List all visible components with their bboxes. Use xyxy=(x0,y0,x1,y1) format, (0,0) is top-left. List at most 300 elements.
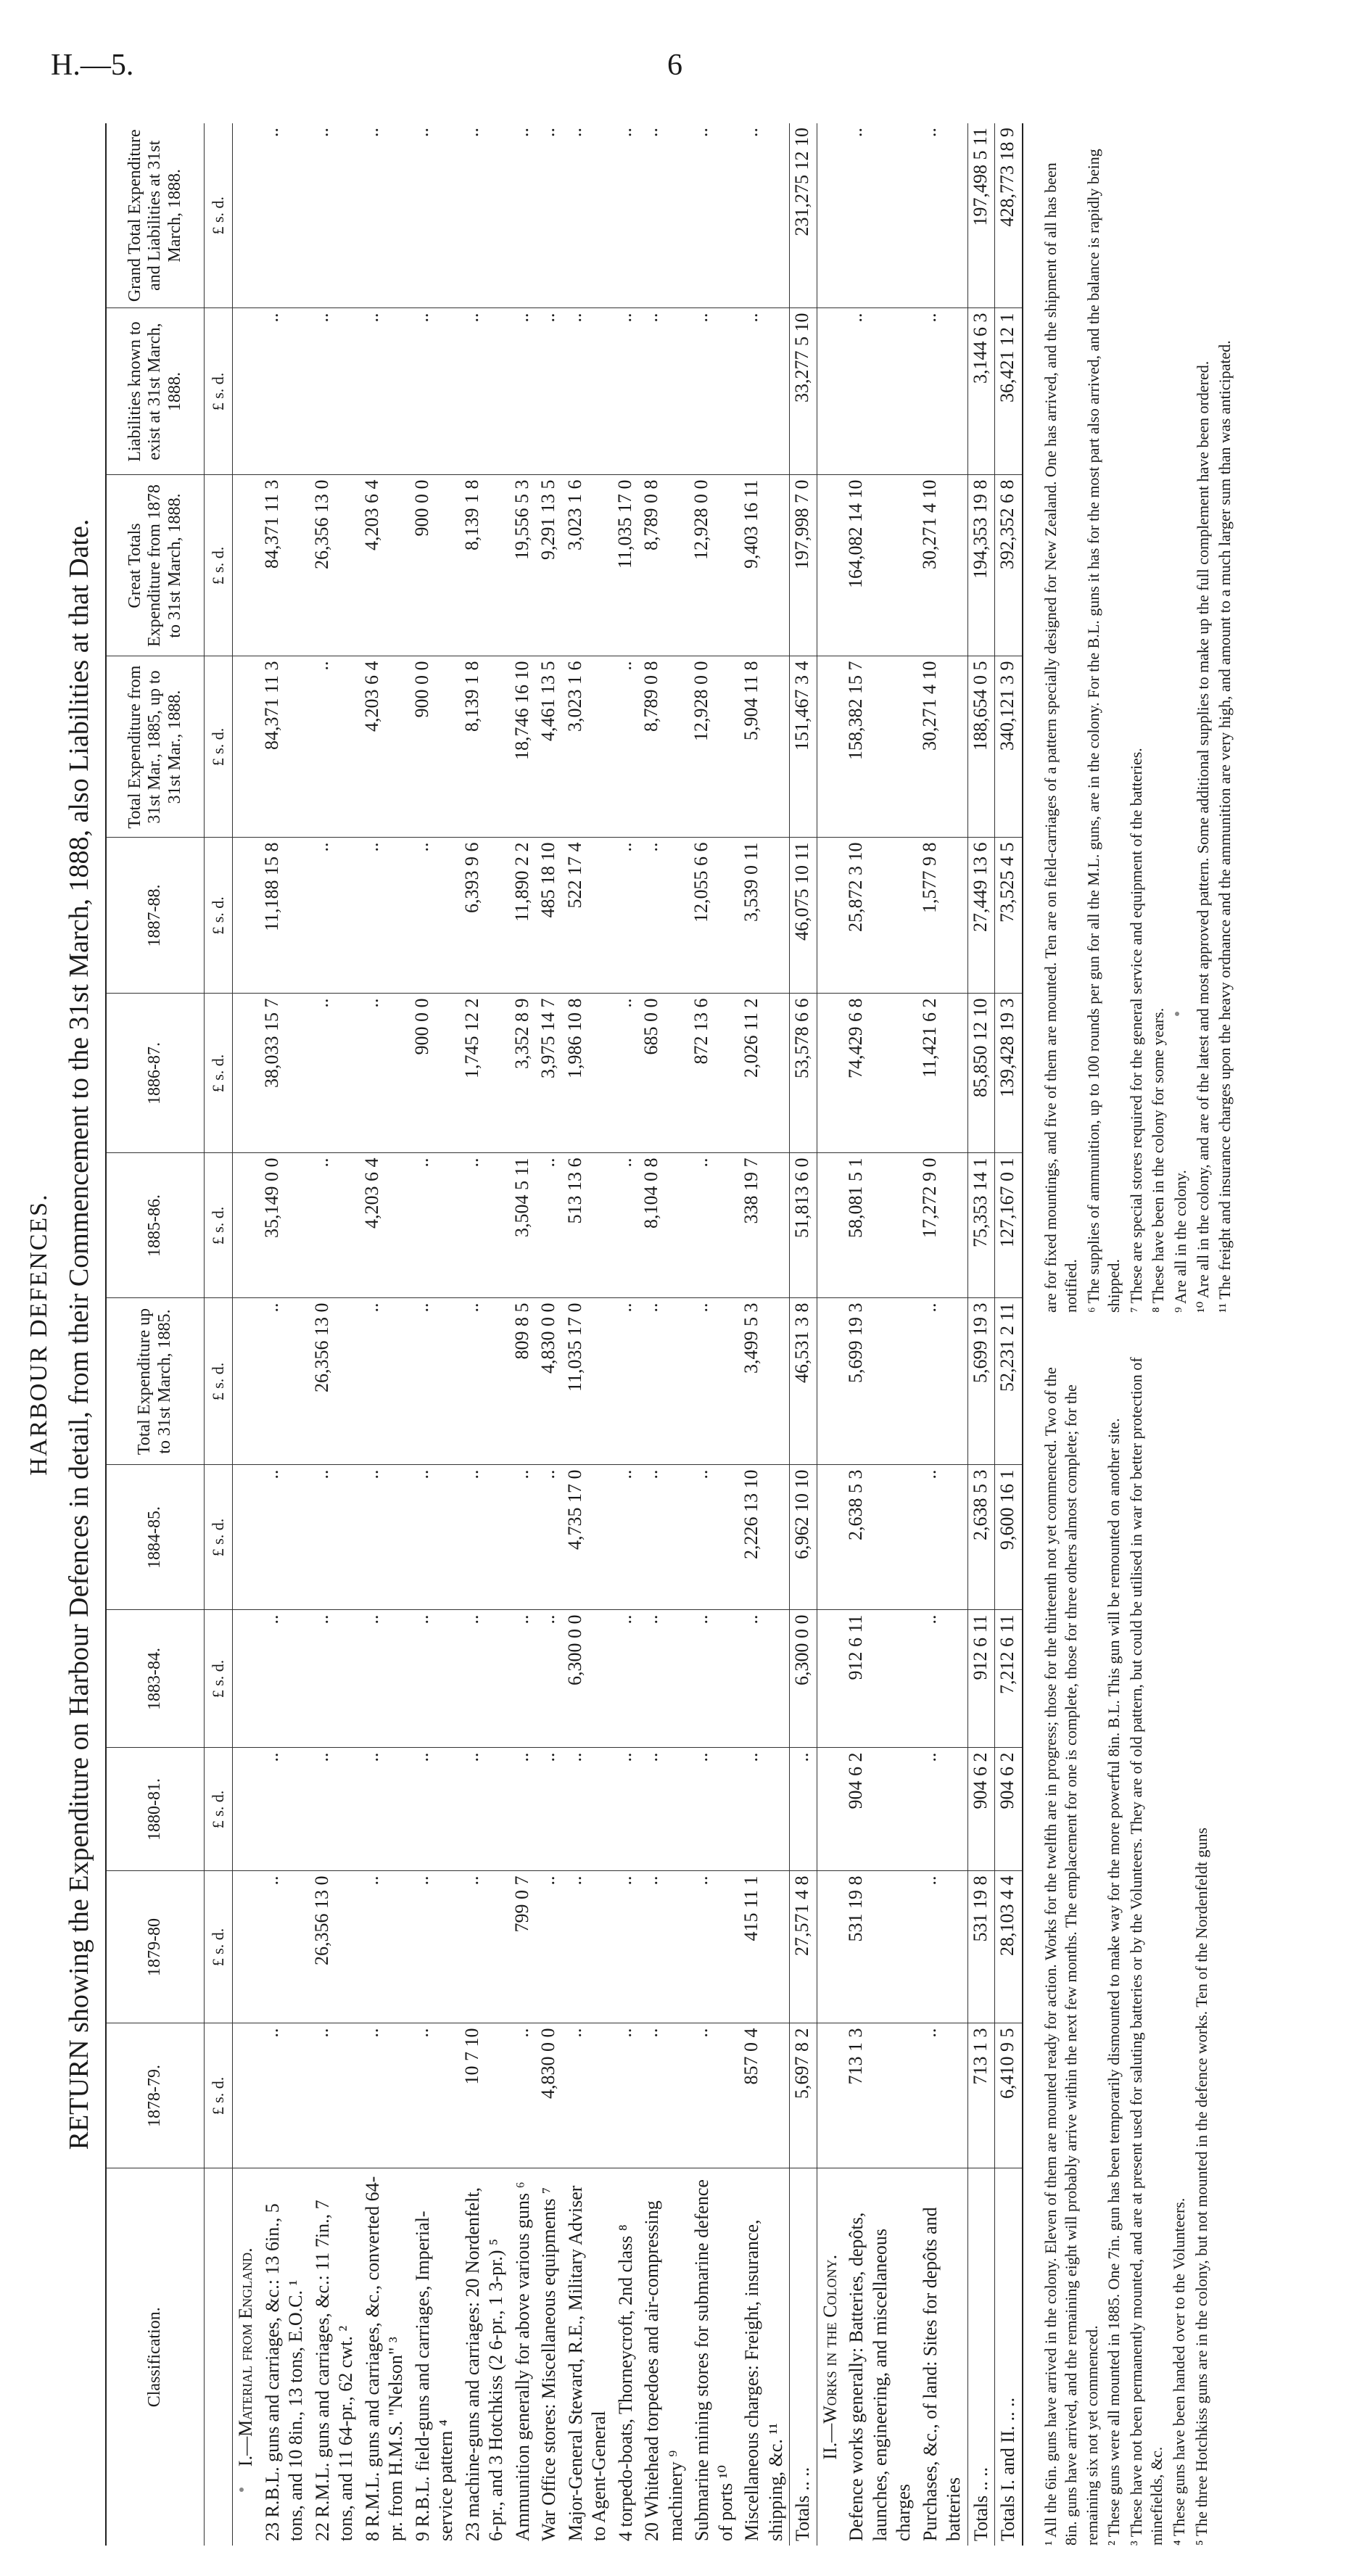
amount-cell: 531 19 8 xyxy=(843,1871,917,2023)
amount-cell: .. xyxy=(536,1748,563,1871)
amount-cell: .. xyxy=(613,1871,640,2023)
table-row xyxy=(310,123,360,2546)
table-row xyxy=(563,123,613,2546)
amount-cell: 46,075 10 11 xyxy=(790,838,817,994)
amount-cell xyxy=(817,308,843,475)
footnote: are for fixed mountings, and five of them are mounted. Ten are on field-carriages of a pattern specially designed for New Zealand. One has arrived, and the shipment of all has been notified. xyxy=(1041,162,1081,1313)
amount-cell: 9,291 13 5 xyxy=(536,475,563,656)
amount-cell: 3,975 14 7 xyxy=(536,994,563,1153)
amount-cell: 415 11 1 xyxy=(739,1871,790,2023)
amount-cell: .. xyxy=(613,2023,640,2168)
footnote: ⁴ These guns have been handed over to the Volunteers. xyxy=(1170,2197,1189,2546)
amount-cell: .. xyxy=(639,1298,689,1465)
amount-cell: .. xyxy=(917,1298,968,1465)
amount-cell: .. xyxy=(536,1465,563,1610)
amount-cell: .. xyxy=(639,838,689,994)
amount-cell: 9,600 16 1 xyxy=(995,1465,1023,1610)
amount-cell: 84,371 11 3 xyxy=(260,475,310,656)
amount-cell xyxy=(817,475,843,656)
amount-cell: .. xyxy=(510,1465,537,1610)
amount-cell: .. xyxy=(917,1610,968,1748)
document-code: H.—5. xyxy=(51,49,134,82)
amount-cell: .. xyxy=(739,1610,790,1748)
amount-cell: 27,571 4 8 xyxy=(790,1871,817,2023)
table-row xyxy=(460,123,510,2546)
amount-cell: 35,149 0 0 xyxy=(260,1153,310,1298)
footnote: ⁶ The supplies of ammunition, up to 100 rounds per gun for all the M.L. guns, are in the colony. For the B.L. guns it has for the most part also arrived, and the balance is rapidly being shipped. xyxy=(1084,149,1123,1313)
amount-cell: 5,697 8 2 xyxy=(790,2023,817,2168)
amount-cell: .. xyxy=(460,1465,510,1610)
table-row xyxy=(510,123,537,2546)
classification-cell: Defence works generally: Batteries, depôts, launches, engineering, and miscellaneous charges xyxy=(846,2212,914,2541)
amount-cell: .. xyxy=(410,1153,460,1298)
amount-cell: .. xyxy=(613,308,640,475)
amount-cell: .. xyxy=(260,1610,310,1748)
column-header: 1884-85. xyxy=(106,1465,205,1610)
amount-cell: .. xyxy=(410,1748,460,1871)
amount-cell: .. xyxy=(613,656,640,838)
unit-header: £ s. d. xyxy=(205,1610,233,1748)
amount-cell: 713 1 3 xyxy=(843,2023,917,2168)
amount-cell: 127,167 0 1 xyxy=(995,1153,1023,1298)
amount-cell: 30,271 4 10 xyxy=(917,656,968,838)
column-header: 1883-84. xyxy=(106,1610,205,1748)
amount-cell: .. xyxy=(360,1298,410,1465)
amount-cell: 164,082 14 10 xyxy=(843,475,917,656)
classification-cell: II.—Works in the Colony. xyxy=(819,2254,841,2460)
amount-cell: 12,055 6 6 xyxy=(689,838,739,994)
amount-cell: 1,577 9 8 xyxy=(917,838,968,994)
amount-cell: .. xyxy=(536,1153,563,1298)
amount-cell: .. xyxy=(613,1748,640,1871)
amount-cell: 7,212 6 11 xyxy=(995,1610,1023,1748)
amount-cell: .. xyxy=(689,1465,739,1610)
amount-cell: 904 6 2 xyxy=(967,1748,995,1871)
amount-cell xyxy=(817,1871,843,2023)
totals-row xyxy=(967,123,995,2546)
classification-cell: Totals .. .. xyxy=(790,2168,817,2546)
amount-cell: .. xyxy=(917,1871,968,2023)
footnote: ⁹ Are all in the colony. xyxy=(1171,1170,1190,1313)
amount-cell xyxy=(233,1748,260,1871)
amount-cell: .. xyxy=(563,1748,613,1871)
amount-cell: 6,300 0 0 xyxy=(790,1610,817,1748)
amount-cell: 900 0 0 xyxy=(410,656,460,838)
section-title: HARBOUR DEFENCES. xyxy=(25,1193,52,1476)
amount-cell: 4,203 6 4 xyxy=(360,1153,410,1298)
amount-cell: .. xyxy=(510,123,537,308)
amount-cell: .. xyxy=(260,1465,310,1610)
page-header xyxy=(0,48,1370,91)
amount-cell: 26,356 13 0 xyxy=(310,475,360,656)
amount-cell: .. xyxy=(639,1610,689,1748)
amount-cell: 857 0 4 xyxy=(739,2023,790,2168)
amount-cell: .. xyxy=(510,2023,537,2168)
amount-cell: .. xyxy=(689,123,739,308)
column-header: Liabilities known to exist at 31st March, 1888. xyxy=(106,308,205,475)
amount-cell: .. xyxy=(360,994,410,1153)
amount-cell: 912 6 11 xyxy=(843,1610,917,1748)
amount-cell xyxy=(817,1298,843,1465)
table-row xyxy=(360,123,410,2546)
rotated-content xyxy=(18,123,1309,2546)
totals-row xyxy=(995,123,1023,2546)
amount-cell: .. xyxy=(917,1748,968,1871)
amount-cell: 12,928 0 0 xyxy=(689,475,739,656)
amount-cell: 11,188 15 8 xyxy=(260,838,310,994)
amount-cell: 53,578 6 6 xyxy=(790,994,817,1153)
amount-cell xyxy=(233,308,260,475)
amount-cell: 4,735 17 0 xyxy=(563,1465,613,1610)
table-row xyxy=(260,123,310,2546)
footnote: ⁵ The three Hotchkiss guns are in the colony, but not mounted in the defence works. Ten of the Nordenfeldt guns xyxy=(1192,1828,1210,2546)
amount-cell: 904 6 2 xyxy=(995,1748,1023,1871)
unit-header: £ s. d. xyxy=(205,1298,233,1465)
unit-header: £ s. d. xyxy=(205,1871,233,2023)
amount-cell: 8,789 0 8 xyxy=(639,656,689,838)
table-row xyxy=(613,123,640,2546)
amount-cell: 4,203 6 4 xyxy=(360,656,410,838)
amount-cell: 485 18 10 xyxy=(536,838,563,994)
amount-cell: .. xyxy=(739,308,790,475)
ink-speck xyxy=(1175,1012,1179,1016)
unit-header: £ s. d. xyxy=(205,1153,233,1298)
unit-header: £ s. d. xyxy=(205,1465,233,1610)
footnotes-right xyxy=(1041,123,1237,1313)
amount-cell: .. xyxy=(310,1748,360,1871)
amount-cell: .. xyxy=(310,1153,360,1298)
amount-cell: .. xyxy=(563,308,613,475)
footnotes-left xyxy=(1041,1356,1237,2546)
amount-cell xyxy=(233,123,260,308)
amount-cell: 2,638 5 3 xyxy=(843,1465,917,1610)
ink-speck xyxy=(239,2488,244,2492)
amount-cell: 428,773 18 9 xyxy=(995,123,1023,308)
table-row xyxy=(536,123,563,2546)
amount-cell: 151,467 3 4 xyxy=(790,656,817,838)
amount-cell: 3,144 6 3 xyxy=(967,308,995,475)
footnote: ¹¹ The freight and insurance charges upon the heavy ordnance and the ammunition are very high, and amount to a much larger sum than was anticipated. xyxy=(1216,340,1234,1313)
amount-cell xyxy=(817,123,843,308)
classification-cell: Miscellaneous charges: Freight, insurance, shipping, &c. ¹¹ xyxy=(741,2219,786,2541)
amount-cell: .. xyxy=(460,1298,510,1465)
amount-cell: .. xyxy=(613,1610,640,1748)
amount-cell: 2,226 13 10 xyxy=(739,1465,790,1610)
amount-cell: 6,962 10 10 xyxy=(790,1465,817,1610)
unit-header: £ s. d. xyxy=(205,475,233,656)
amount-cell: .. xyxy=(843,308,917,475)
amount-cell: 46,531 3 8 xyxy=(790,1298,817,1465)
amount-cell: .. xyxy=(689,308,739,475)
amount-cell: 4,461 13 5 xyxy=(536,656,563,838)
amount-cell: .. xyxy=(917,2023,968,2168)
amount-cell: .. xyxy=(260,1871,310,2023)
amount-cell: 8,139 1 8 xyxy=(460,656,510,838)
amount-cell: 73,525 4 5 xyxy=(995,838,1023,994)
amount-cell: .. xyxy=(510,308,537,475)
amount-cell: 685 0 0 xyxy=(639,994,689,1153)
amount-cell: 12,928 0 0 xyxy=(689,656,739,838)
amount-cell: .. xyxy=(360,1465,410,1610)
amount-cell xyxy=(233,656,260,838)
table-header-row xyxy=(106,123,205,2546)
footnote: ³ These have not been permanently mounted, and are at present used for saluting batteries or by the Volunteers. They are of old pattern, but could be utilised in war for better protection of minefields, &c. xyxy=(1126,1357,1166,2546)
amount-cell: 197,998 7 0 xyxy=(790,475,817,656)
amount-cell: 5,699 19 3 xyxy=(967,1298,995,1465)
amount-cell: .. xyxy=(260,1298,310,1465)
footnote: ¹⁰ Are all in the colony, and are of the latest and most approved pattern. Some additional supplies to make up the full complement have been ordered. xyxy=(1193,360,1212,1313)
unit-header: £ s. d. xyxy=(205,1748,233,1871)
amount-cell: 8,104 0 8 xyxy=(639,1153,689,1298)
amount-cell: .. xyxy=(460,1871,510,2023)
amount-cell xyxy=(233,1153,260,1298)
amount-cell: .. xyxy=(639,1748,689,1871)
amount-cell: .. xyxy=(360,1748,410,1871)
section-row xyxy=(233,123,260,2546)
amount-cell: .. xyxy=(460,123,510,308)
amount-cell: .. xyxy=(536,1610,563,1748)
amount-cell: 52,231 2 11 xyxy=(995,1298,1023,1465)
amount-cell: 85,850 12 10 xyxy=(967,994,995,1153)
amount-cell: 18,746 16 10 xyxy=(510,656,537,838)
amount-cell: .. xyxy=(460,308,510,475)
amount-cell: .. xyxy=(639,1465,689,1610)
amount-cell: .. xyxy=(310,1465,360,1610)
amount-cell: 513 13 6 xyxy=(563,1153,613,1298)
amount-cell: 30,271 4 10 xyxy=(917,475,968,656)
amount-cell: .. xyxy=(689,2023,739,2168)
amount-cell: 1,745 12 2 xyxy=(460,994,510,1153)
amount-cell: 8,139 1 8 xyxy=(460,475,510,656)
table-row xyxy=(410,123,460,2546)
page-number: 6 xyxy=(667,49,682,82)
amount-cell: .. xyxy=(410,838,460,994)
amount-cell: 713 1 3 xyxy=(967,2023,995,2168)
amount-cell: .. xyxy=(563,123,613,308)
classification-cell: I.—Material from England. xyxy=(235,2247,256,2467)
amount-cell: 74,429 6 8 xyxy=(843,994,917,1153)
amount-cell: 3,499 5 3 xyxy=(739,1298,790,1465)
classification-cell: 23 R.B.L. guns and carriages, &c.: 13 6in., 5 tons, and 10 8in., 13 tons, E.O.C. ¹ xyxy=(261,2203,306,2541)
amount-cell: .. xyxy=(536,123,563,308)
amount-cell: 27,449 13 6 xyxy=(967,838,995,994)
amount-cell: 872 13 6 xyxy=(689,994,739,1153)
column-header: Total Expenditure from 31st Mar., 1885, up to 31st Mar., 1888. xyxy=(106,656,205,838)
table-row xyxy=(639,123,689,2546)
amount-cell: .. xyxy=(843,123,917,308)
amount-cell: 139,428 19 3 xyxy=(995,994,1023,1153)
footnote: ¹ All the 6in. guns have arrived in the colony. Eleven of them are mounted ready for action. Works for the twelfth are in progress; those for the thirteenth not yet commenced. Two of the 8in. guns have arrived, and the remaining eight will probably arrive within the next few months. The emplacement for one is complete, those for three others almost complete; for the remaining six not yet commenced. xyxy=(1041,1367,1101,2546)
amount-cell xyxy=(233,994,260,1153)
amount-cell: 1,986 10 8 xyxy=(563,994,613,1153)
amount-cell: 8,789 0 8 xyxy=(639,475,689,656)
totals-row xyxy=(790,123,817,2546)
amount-cell: .. xyxy=(689,1298,739,1465)
classification-cell: Totals I. and II. .. .. xyxy=(995,2168,1023,2546)
amount-cell: .. xyxy=(790,1748,817,1871)
table-row xyxy=(739,123,790,2546)
amount-cell: .. xyxy=(563,2023,613,2168)
amount-cell: 11,421 6 2 xyxy=(917,994,968,1153)
amount-cell: 904 6 2 xyxy=(843,1748,917,1871)
amount-cell: .. xyxy=(310,656,360,838)
amount-cell: 25,872 3 10 xyxy=(843,838,917,994)
amount-cell xyxy=(817,1748,843,1871)
amount-cell: 51,813 6 0 xyxy=(790,1153,817,1298)
amount-cell: .. xyxy=(613,994,640,1153)
amount-cell: 194,353 19 8 xyxy=(967,475,995,656)
column-header: Total Expenditure up to 31st March, 1885. xyxy=(106,1298,205,1465)
column-header: 1886-87. xyxy=(106,994,205,1153)
amount-cell xyxy=(233,475,260,656)
amount-cell: 188,654 0 5 xyxy=(967,656,995,838)
amount-cell: 58,081 5 1 xyxy=(843,1153,917,1298)
amount-cell: .. xyxy=(410,1298,460,1465)
amount-cell: 3,504 5 11 xyxy=(510,1153,537,1298)
classification-cell: 8 R.M.L. guns and carriages, &c., converted 64-pr. from H.M.S. "Nelson" ³ xyxy=(361,2176,406,2541)
amount-cell: .. xyxy=(310,308,360,475)
amount-cell: .. xyxy=(613,838,640,994)
amount-cell: 26,356 13 0 xyxy=(310,1871,360,2023)
amount-cell xyxy=(817,1153,843,1298)
amount-cell: 900 0 0 xyxy=(410,994,460,1153)
classification-cell: 22 R.M.L. guns and carriages, &c.: 11 7in., 7 tons, and 11 64-pr., 62 cwt. ² xyxy=(311,2200,356,2541)
amount-cell: .. xyxy=(410,1610,460,1748)
amount-cell: .. xyxy=(310,994,360,1153)
amount-cell: .. xyxy=(689,1871,739,2023)
amount-cell: .. xyxy=(460,1610,510,1748)
amount-cell: .. xyxy=(689,1153,739,1298)
amount-cell: 5,904 11 8 xyxy=(739,656,790,838)
amount-cell: .. xyxy=(410,1871,460,2023)
amount-cell: .. xyxy=(310,1610,360,1748)
classification-cell: 9 R.B.L. field-guns and carriages, Imperial-service pattern ⁴ xyxy=(411,2210,456,2541)
amount-cell xyxy=(817,2023,843,2168)
classification-cell: Ammunition generally for above various guns ⁶ xyxy=(511,2181,533,2541)
amount-cell: 340,121 3 9 xyxy=(995,656,1023,838)
unit-header: £ s. d. xyxy=(205,308,233,475)
amount-cell: .. xyxy=(410,2023,460,2168)
amount-cell: 28,103 4 4 xyxy=(995,1871,1023,2023)
amount-cell: 6,300 0 0 xyxy=(563,1610,613,1748)
column-header: Grand Total Expenditure and Liabilities at 31st March, 1888. xyxy=(106,123,205,308)
amount-cell: 231,275 12 10 xyxy=(790,123,817,308)
amount-cell: 3,539 0 11 xyxy=(739,838,790,994)
amount-cell: .. xyxy=(260,1748,310,1871)
amount-cell: .. xyxy=(310,123,360,308)
column-header: 1878-79. xyxy=(106,2023,205,2168)
classification-cell: 4 torpedo-boats, Thorneycroft, 2nd class ⁸ xyxy=(614,2224,636,2541)
amount-cell: 84,371 11 3 xyxy=(260,656,310,838)
amount-cell xyxy=(233,838,260,994)
amount-cell xyxy=(233,1871,260,2023)
unit-header: £ s. d. xyxy=(205,2023,233,2168)
amount-cell xyxy=(817,838,843,994)
amount-cell: 531 19 8 xyxy=(967,1871,995,2023)
amount-cell xyxy=(233,1465,260,1610)
amount-cell: 900 0 0 xyxy=(410,475,460,656)
return-title: RETURN showing the Expenditure on Harbour Defences in detail, from their Commencement to the 31st March, 1888, also Liabilities at that Date. xyxy=(64,519,94,2150)
amount-cell: 4,830 0 0 xyxy=(536,2023,563,2168)
footnote: ⁷ These are special stores required for the general service and equipment of the batteries. xyxy=(1126,748,1145,1313)
amount-cell: .. xyxy=(260,308,310,475)
amount-cell: 75,353 14 1 xyxy=(967,1153,995,1298)
amount-cell xyxy=(817,1610,843,1748)
amount-cell: .. xyxy=(917,1465,968,1610)
amount-cell: 197,498 5 11 xyxy=(967,123,995,308)
amount-cell: 3,023 1 6 xyxy=(563,475,613,656)
table-row xyxy=(689,123,739,2546)
amount-cell: 11,035 17 0 xyxy=(563,1298,613,1465)
amount-cell: 5,699 19 3 xyxy=(843,1298,917,1465)
amount-cell: 6,393 9 6 xyxy=(460,838,510,994)
column-header: Great Totals Expenditure from 1878 to 31st March, 1888. xyxy=(106,475,205,656)
amount-cell: .. xyxy=(917,308,968,475)
amount-cell: 522 17 4 xyxy=(563,838,613,994)
amount-cell: .. xyxy=(613,1465,640,1610)
unit-header xyxy=(205,2168,233,2546)
column-header: 1887-88. xyxy=(106,838,205,994)
amount-cell: .. xyxy=(310,838,360,994)
classification-cell: Purchases, &c., of land: Sites for depôts and batteries xyxy=(919,2207,964,2541)
classification-cell: Submarine mining stores for submarine defence of ports ¹⁰ xyxy=(691,2179,736,2541)
amount-cell: .. xyxy=(917,123,968,308)
amount-cell: .. xyxy=(410,1465,460,1610)
classification-cell: 20 Whitehead torpedoes and air-compressing machinery ⁹ xyxy=(641,2200,686,2541)
amount-cell: .. xyxy=(460,1748,510,1871)
classification-cell: Totals .. .. xyxy=(967,2168,995,2546)
amount-cell: .. xyxy=(639,123,689,308)
classification-cell: Major-General Steward, R.E., Military Adviser to Agent-General xyxy=(564,2185,609,2541)
footnotes xyxy=(1041,123,1237,2546)
amount-cell: .. xyxy=(510,1748,537,1871)
classification-cell: 23 machine-guns and carriages: 20 Nordenfelt, 6-pr., and 3 Hotchkiss (2 6-pr., 1 3-pr.) ⁵ xyxy=(461,2187,506,2541)
amount-cell: 11,035 17 0 xyxy=(613,475,640,656)
amount-cell: .. xyxy=(510,1610,537,1748)
classification-cell: War Office stores: Miscellaneous equipments ⁷ xyxy=(538,2187,559,2541)
amount-cell xyxy=(233,1610,260,1748)
amount-cell: .. xyxy=(536,308,563,475)
amount-cell xyxy=(233,2023,260,2168)
table-units-row xyxy=(205,123,233,2546)
amount-cell: .. xyxy=(360,2023,410,2168)
amount-cell: .. xyxy=(360,838,410,994)
section-row xyxy=(817,123,843,2546)
amount-cell: 38,033 15 7 xyxy=(260,994,310,1153)
amount-cell: .. xyxy=(613,123,640,308)
amount-cell: 9,403 16 11 xyxy=(739,475,790,656)
amount-cell: 912 6 11 xyxy=(967,1610,995,1748)
unit-header: £ s. d. xyxy=(205,123,233,308)
amount-cell: .. xyxy=(563,1871,613,2023)
amount-cell: 809 8 5 xyxy=(510,1298,537,1465)
amount-cell: .. xyxy=(613,1153,640,1298)
amount-cell: .. xyxy=(639,1871,689,2023)
amount-cell: 11,890 2 2 xyxy=(510,838,537,994)
amount-cell: .. xyxy=(360,308,410,475)
amount-cell: .. xyxy=(613,1298,640,1465)
amount-cell: 158,382 15 7 xyxy=(843,656,917,838)
amount-cell: .. xyxy=(536,1871,563,2023)
unit-header: £ s. d. xyxy=(205,838,233,994)
table-row xyxy=(843,123,917,2546)
amount-cell: 338 19 7 xyxy=(739,1153,790,1298)
column-header: 1885-86. xyxy=(106,1153,205,1298)
amount-cell: 26,356 13 0 xyxy=(310,1298,360,1465)
column-header: 1879-80 xyxy=(106,1871,205,2023)
amount-cell: .. xyxy=(360,1871,410,2023)
amount-cell: .. xyxy=(739,1748,790,1871)
